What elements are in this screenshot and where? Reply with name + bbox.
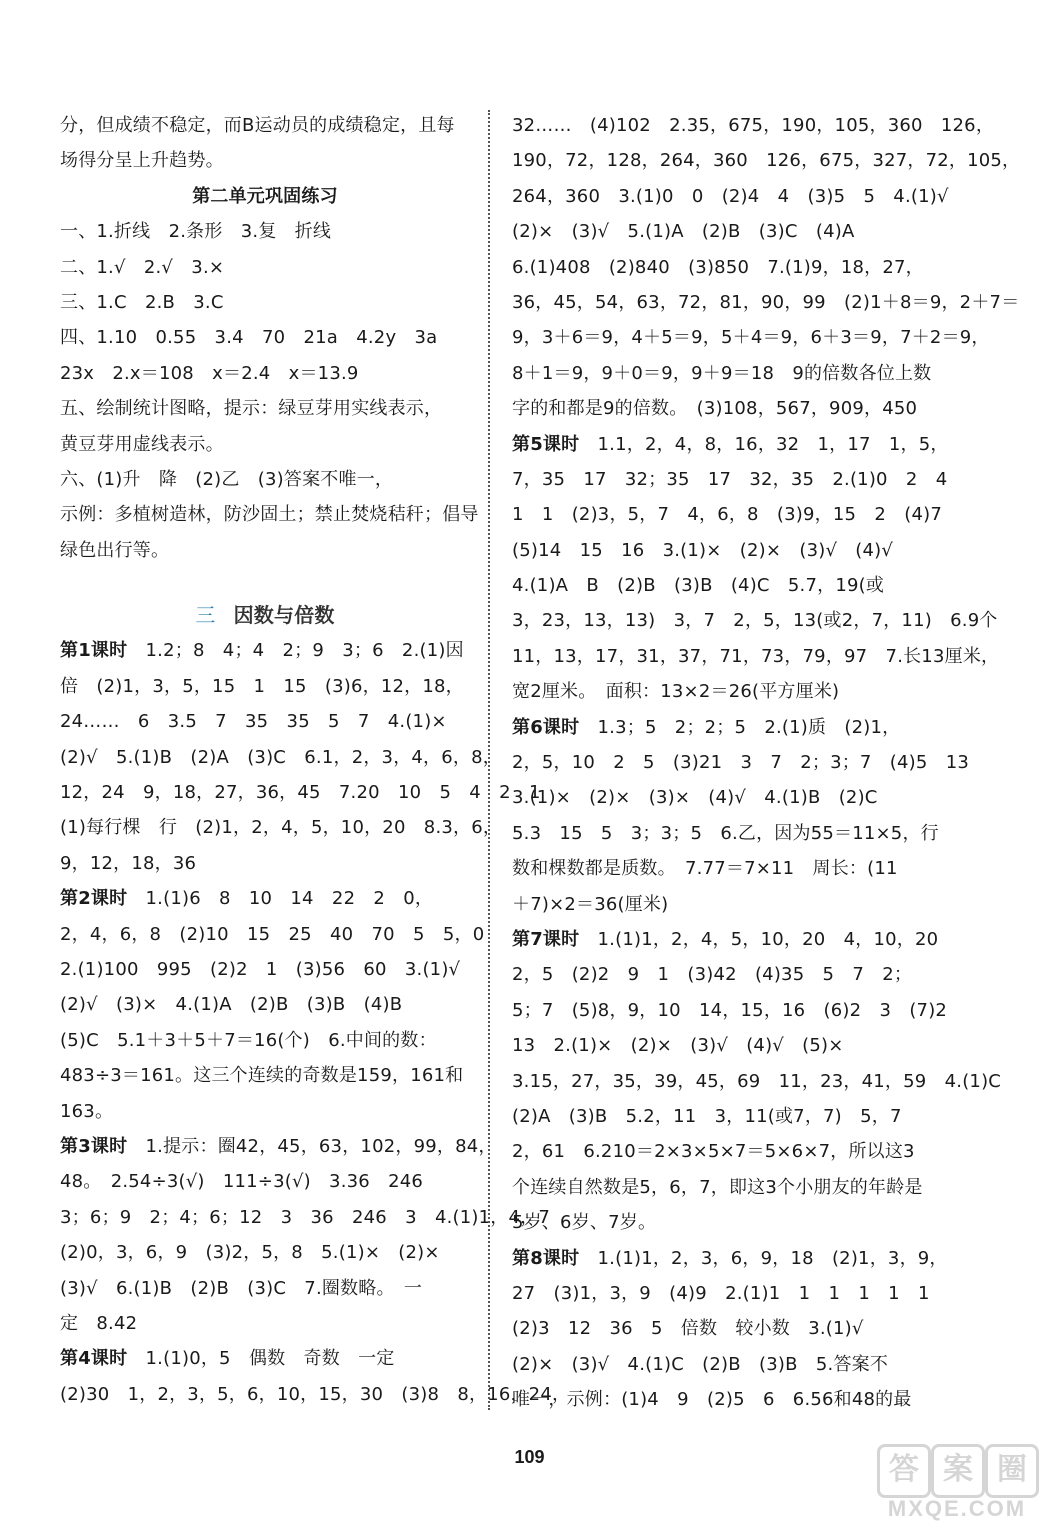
- answer-line: [512, 427, 949, 462]
- answer-line: [512, 922, 939, 957]
- lesson-label: 第2课时: [60, 888, 128, 910]
- answer-text: 5岁、6岁、7岁。: [512, 1212, 657, 1234]
- answer-line: [60, 1377, 571, 1412]
- answer-line: [512, 1205, 932, 1240]
- section-line: 五、绘制统计图略，提示：绿豆芽用实线表示，: [60, 398, 443, 420]
- answer-text: 483÷3＝161。这三个连续的奇数是159，161和: [60, 1065, 464, 1087]
- section-title: 第二单元巩固练习: [192, 185, 338, 207]
- answer-line: [60, 1341, 470, 1376]
- answer-text: 1.2；8 4；4 2；9 3；6 2.(1)因: [127, 640, 464, 662]
- answer-line: [512, 851, 932, 886]
- answer-text: (5)14 15 16 3.(1)× (2)× (3)√ (4)√: [512, 539, 894, 561]
- lesson-label: 第5课时: [512, 433, 580, 455]
- section-line: 二、1.√ 2.√ 3.×: [60, 256, 225, 278]
- answer-line: [60, 1129, 497, 1164]
- lesson-label: 第6课时: [512, 716, 580, 738]
- answer-line: [512, 497, 942, 532]
- answer-line: [512, 1311, 932, 1346]
- intro-paragraph: [60, 108, 470, 179]
- answer-line: [512, 816, 939, 851]
- answer-line: [512, 214, 932, 249]
- answer-text: 9，12，18，36: [60, 852, 197, 874]
- answer-text: 3，23，13，13) 3，7 2，5，13(或2，7，11) 6.9个: [512, 610, 998, 632]
- answer-text: 9，3＋6＝9，4＋5＝9，5＋4＝9，6＋3＝9，7＋2＝9，: [512, 327, 990, 349]
- answer-text: 4.(1)A B (2)B (3)B (4)C 5.7，19(或: [512, 575, 885, 597]
- answer-line: [512, 1347, 932, 1382]
- unit-name: 因数与倍数: [233, 603, 335, 628]
- answer-text: (2)× (3)√ 4.(1)C (2)B (3)B 5.答案不: [512, 1353, 889, 1375]
- watermark-char: 案: [931, 1444, 985, 1498]
- section-line: 四、1.10 0.55 3.4 70 21a 4.2y 3a: [60, 327, 438, 349]
- answer-line: [60, 1164, 470, 1199]
- column-divider: [488, 110, 490, 1410]
- section-answers: [60, 214, 479, 568]
- watermark-logo: [877, 1444, 1037, 1522]
- answer-text: 2，4，6，8 (2)10 15 25 40 70 5 5，0: [60, 923, 485, 945]
- answer-text: 190，72，128，264，360 126，675，327，72，105，: [512, 150, 1021, 172]
- section-line: 一、1.折线 2.条形 3.复 折线: [60, 221, 332, 243]
- answer-text: 3；6；9 2；4；6；12 3 36 246 3 4.(1)1，4，7: [60, 1206, 551, 1228]
- answer-text: (2)3 12 36 5 倍数 较小数 3.(1)√: [512, 1318, 864, 1340]
- answer-line: [512, 957, 932, 992]
- answer-line: [512, 1170, 932, 1205]
- answer-text: 32…… (4)102 2.35，675，190，105，360 126，: [512, 115, 995, 136]
- answer-text: 1.1，2，4，8，16，32 1，17 1，5，: [579, 433, 949, 455]
- answer-line: [512, 533, 932, 568]
- answer-text: 倍 (2)1，3，5，15 1 15 (3)6，12，18，: [60, 675, 464, 697]
- intro-line: 分，但成绩不稳定，而B运动员的成绩稳定，且每: [60, 115, 455, 136]
- answer-line: [512, 250, 932, 285]
- unit-number: 三: [195, 603, 216, 628]
- answer-line: [60, 1235, 470, 1270]
- answer-line: [512, 1099, 932, 1134]
- answer-text: 12，24 9，18，27，36，45 7.20 10 5 4 2 1: [60, 782, 541, 804]
- answer-text: 唯一，示例：(1)4 9 (2)5 6 6.56和48的最: [512, 1389, 912, 1411]
- answer-text: (2)30 1，2，3，5，6，10，15，30 (3)8 8，16，24，: [60, 1383, 571, 1405]
- answer-line: [60, 1306, 470, 1341]
- watermark-char: 圈: [985, 1444, 1039, 1498]
- answer-text: 1 1 (2)3，5，7 4，6，8 (3)9，15 2 (4)7: [512, 504, 942, 526]
- lesson-label: 第8课时: [512, 1247, 580, 1269]
- section-line: 绿色出行等。: [60, 539, 170, 561]
- answer-text: 24…… 6 3.5 7 35 35 5 7 4.(1)×: [60, 711, 447, 733]
- answer-text: 个连续自然数是5，6，7，即这3个小朋友的年龄是: [512, 1176, 923, 1198]
- answer-text: 字的和都是9的倍数。 (3)108，567，909，450: [512, 398, 918, 420]
- answer-text: 3.15，27，35，39，45，69 11，23，41，59 4.(1)C: [512, 1070, 1002, 1092]
- section-line: 23x 2.x＝108 x＝2.4 x＝13.9: [60, 362, 359, 384]
- answer-line: [60, 775, 541, 810]
- answer-text: 1.(1)0，5 偶数 奇数 一定: [127, 1348, 395, 1370]
- answer-line: [512, 745, 970, 780]
- answer-text: (2)A (3)B 5.2，11 3，11(或7，7) 5，7: [512, 1105, 902, 1127]
- answer-line: [512, 1064, 1002, 1099]
- answer-text: (2)0，3，6，9 (3)2，5，8 5.(1)× (2)×: [60, 1242, 440, 1264]
- answer-line: [60, 669, 470, 704]
- answer-line: [512, 887, 932, 922]
- lesson-label: 第7课时: [512, 928, 580, 950]
- page-number: 109: [514, 1447, 545, 1467]
- answer-text: 数和棵数都是质数。 7.77＝7×11 周长：(11: [512, 858, 898, 880]
- answer-line: [60, 704, 470, 739]
- answer-line: [60, 1094, 470, 1129]
- answer-text: 3.(1)× (2)× (3)× (4)√ 4.(1)B (2)C: [512, 787, 878, 809]
- answer-text: (3)√ 6.(1)B (2)B (3)C 7.圈数略。 一: [60, 1277, 423, 1299]
- answer-text: 2.(1)100 995 (2)2 1 (3)56 60 3.(1)√: [60, 959, 461, 980]
- answer-text: 5；7 (5)8，9，10 14，15，16 (6)2 3 (7)2: [512, 999, 948, 1021]
- answer-text: 定 8.42: [60, 1312, 138, 1334]
- answer-line: [512, 391, 932, 426]
- answer-line: [512, 993, 948, 1028]
- answer-line: [512, 179, 949, 214]
- lesson-label: 第3课时: [60, 1135, 128, 1157]
- answer-text: (2)√ 5.(1)B (2)A (3)C 6.1，2，3，4，6，8，: [60, 746, 501, 768]
- answer-text: 48。 2.54÷3(√) 111÷3(√) 3.36 246: [60, 1171, 424, 1193]
- lesson-label: 第4课时: [60, 1348, 128, 1370]
- section-line: 六、(1)升 降 (2)乙 (3)答案不唯一，: [60, 468, 394, 490]
- answer-line: [60, 881, 470, 916]
- right-column: [512, 108, 1021, 1417]
- answer-line: [512, 603, 998, 638]
- answer-text: ＋7)×2＝36(厘米): [512, 893, 669, 915]
- intro-line: 场得分呈上升趋势。: [60, 150, 224, 172]
- answer-line: [60, 952, 470, 987]
- answer-line: [512, 1276, 932, 1311]
- answer-line: [512, 462, 948, 497]
- answer-text: 2，5 (2)2 9 1 (3)42 (4)35 5 7 2；: [512, 964, 913, 986]
- answer-line: [512, 780, 932, 815]
- answer-text: (1)每行棵 行 (2)1，2，4，5，10，20 8.3，6，: [60, 817, 502, 839]
- answer-text: 13 2.(1)× (2)× (3)√ (4)√ (5)×: [512, 1035, 844, 1057]
- answer-text: 163。: [60, 1100, 114, 1122]
- answer-text: 27 (3)1，3，9 (4)9 2.(1)1 1 1 1 1 1: [512, 1282, 930, 1304]
- answer-text: 1.3；5 2；2；5 2.(1)质 (2)1，: [579, 716, 901, 738]
- answer-text: 8＋1＝9，9＋0＝9，9＋9＝18 9的倍数各位上数: [512, 362, 932, 384]
- watermark-char: 答: [877, 1444, 931, 1498]
- answer-line: [512, 1241, 948, 1276]
- answer-text: (2)√ (3)× 4.(1)A (2)B (3)B (4)B: [60, 994, 403, 1016]
- answer-line: [512, 285, 1020, 320]
- answer-line: [60, 846, 470, 881]
- answer-text: 1.(1)6 8 10 14 22 2 0，: [127, 888, 434, 910]
- section-line: 三、1.C 2.B 3.C: [60, 291, 224, 313]
- answer-line: [512, 1028, 932, 1063]
- answer-text: (5)C 5.1＋3＋5＋7＝16(个) 6.中间的数：: [60, 1029, 437, 1051]
- answer-text: 1.(1)1，2，3，6，9，18 (2)1，3，9，: [579, 1247, 948, 1269]
- answer-text: 11，13，17，31，37，71，73，79，97 7.长13厘米，: [512, 645, 1000, 667]
- answer-text: 2，5，10 2 5 (3)21 3 7 2；3；7 (4)5 13: [512, 752, 970, 774]
- answer-text: 36，45，54，63，72，81，90，99 (2)1＋8＝9，2＋7＝: [512, 291, 1020, 313]
- answer-line: [60, 987, 470, 1022]
- answer-text: 7，35 17 32；35 17 32，35 2.(1)0 2 4: [512, 468, 948, 490]
- answer-text: (2)× (3)√ 5.(1)A (2)B (3)C (4)A: [512, 221, 855, 243]
- answer-text: 2，61 6.210＝2×3×5×7＝5×6×7，所以这3: [512, 1141, 915, 1163]
- section-line: 示例：多植树造林，防沙固土；禁止焚烧秸秆；倡导: [60, 504, 479, 526]
- answer-line: [60, 740, 501, 775]
- unit-title: [60, 598, 470, 633]
- answer-line: [512, 639, 1000, 674]
- watermark-domain: MXQE.COM: [887, 1496, 1027, 1521]
- answer-text: 1.(1)1，2，4，5，10，20 4，10，20: [579, 928, 939, 950]
- answer-line: [512, 320, 990, 355]
- answer-line: [512, 710, 932, 745]
- answer-line: [60, 1023, 470, 1058]
- answer-line: [60, 1058, 470, 1093]
- answer-line: [512, 356, 932, 391]
- answer-line: [512, 1134, 932, 1169]
- answer-line: [512, 674, 932, 709]
- answer-line: [60, 1271, 470, 1306]
- answer-line: [60, 1200, 551, 1235]
- answer-text: 264，360 3.(1)0 0 (2)4 4 (3)5 5 4.(1)√: [512, 185, 949, 207]
- answer-line: [60, 917, 485, 952]
- answer-line: [512, 108, 995, 143]
- answer-line: [512, 143, 1021, 178]
- answer-line: [60, 633, 470, 668]
- answer-text: 6.(1)408 (2)840 (3)850 7.(1)9，18，27，: [512, 256, 924, 278]
- lesson-label: 第1课时: [60, 640, 128, 662]
- lesson-answers: [512, 108, 1021, 1417]
- section-line: 黄豆芽用虚线表示。: [60, 433, 224, 455]
- answer-text: 1.提示：圈42，45，63，102，99，84，: [127, 1135, 497, 1157]
- answer-line: [512, 568, 932, 603]
- answer-line: [512, 1382, 932, 1417]
- answer-line: [60, 810, 502, 845]
- answer-text: 5.3 15 5 3；3；5 6.乙，因为55＝11×5，行: [512, 822, 939, 844]
- answer-text: 宽2厘米。 面积：13×2＝26(平方厘米): [512, 681, 840, 703]
